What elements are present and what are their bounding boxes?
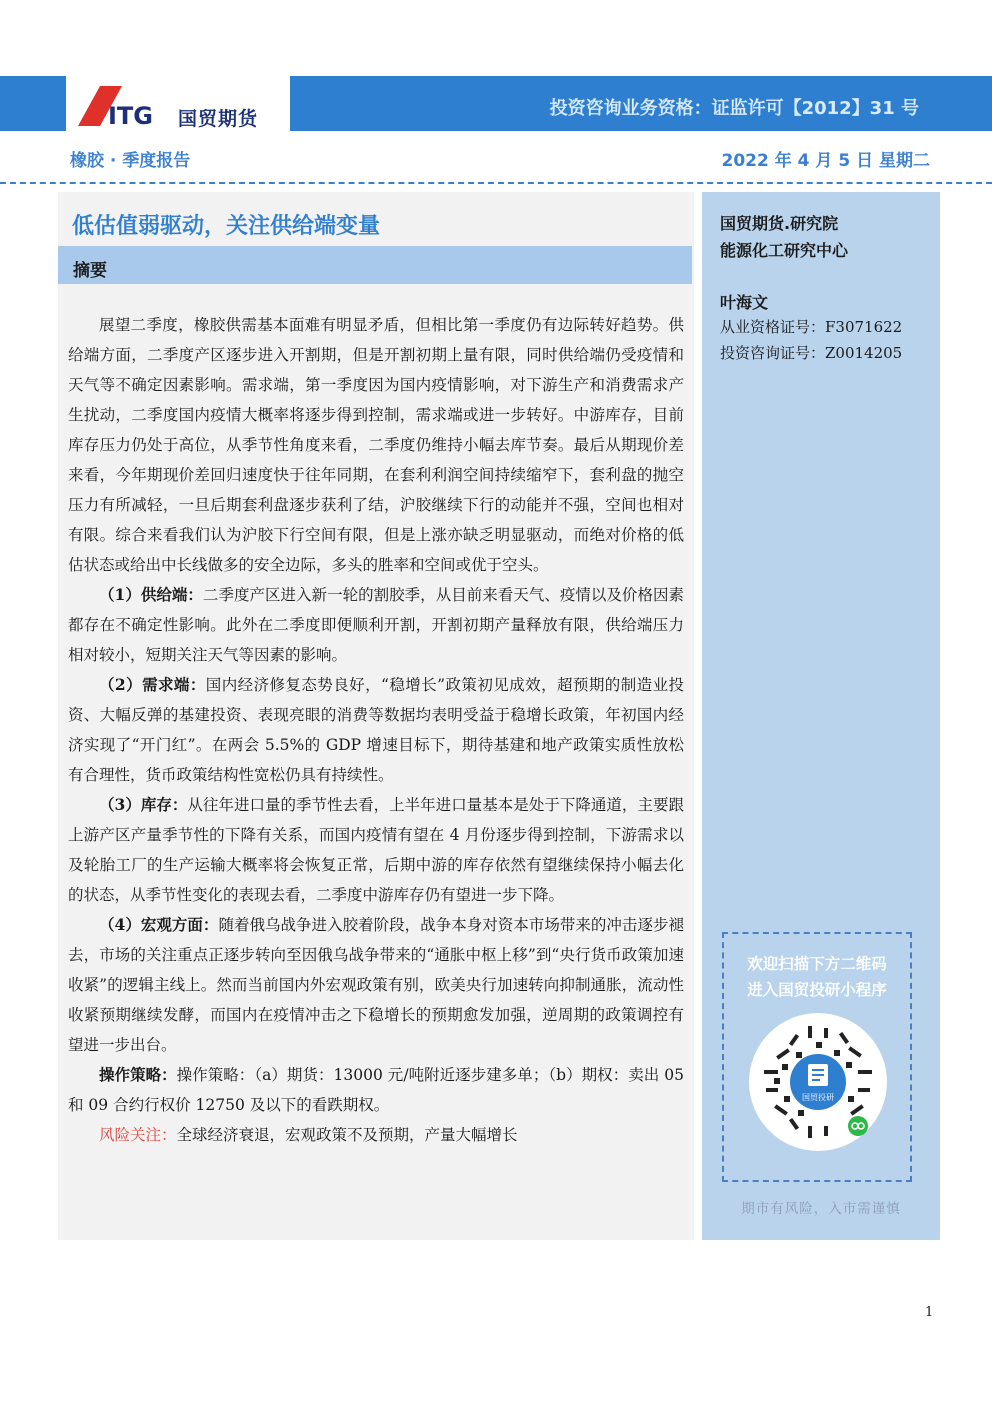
point-inventory (68, 790, 684, 910)
qr-caption-line2: 进入国贸投研小程序 (747, 981, 887, 999)
risk-disclaimer: 期市有风险，入市需谨慎 (741, 1201, 901, 1217)
point-supply (68, 580, 684, 670)
point-label: （2）需求端： (99, 675, 206, 694)
itg-logo (78, 86, 176, 128)
report-type: 橡胶 · 季度报告 (70, 151, 191, 171)
strategy-label: 操作策略： (99, 1065, 177, 1084)
point-label: （1）供给端： (99, 585, 203, 604)
strategy-text: 操作策略：（a）期货：13000 元/吨附近逐步建多单；（b）期权：卖出 05 和 09 合约行权价 12750 及以下的看跌期权。 (68, 1066, 684, 1114)
point-text: 从往年进口量的季节性去看，上半年进口量基本是处于下降通道，主要跟上游产区产量季节性的下降有关系，而国内疫情有望在 4 月份逐步得到控制，下游需求以及轮胎工厂的生产运输大概率将会恢复正常，后期中游的库存依然有望继续保持小幅去化的状态，从季节性变化的表现去看，二季度中游库存仍有望进一步下降。 (68, 796, 684, 904)
mini-program-qr-code[interactable] (748, 1012, 888, 1152)
risk-label: 风险关注： (99, 1126, 177, 1144)
header-divider (0, 182, 992, 184)
consulting-cert: 投资咨询证号：Z0014205 (720, 344, 903, 362)
org-name: 国贸期货.研究院 (720, 214, 839, 233)
risk-text: 全球经济衰退，宏观政策不及预期，产量大幅增长 (176, 1126, 518, 1144)
section-bar (58, 246, 692, 284)
logo-text: ITG (108, 102, 153, 128)
risk-paragraph (68, 1120, 684, 1150)
point-demand (68, 670, 684, 790)
author-name: 叶海文 (720, 293, 769, 312)
org-department: 能源化工研究中心 (720, 241, 849, 260)
strategy-paragraph (68, 1060, 684, 1120)
report-date: 2022 年 4 月 5 日 星期二 (721, 151, 930, 171)
point-label: （3）库存： (99, 795, 188, 814)
page-number: 1 (925, 1305, 934, 1320)
point-label: （4）宏观方面： (99, 915, 219, 934)
license-text: 投资咨询业务资格：证监许可【2012】31 号 (549, 98, 919, 119)
point-text: 随着俄乌战争进入胶着阶段，战争本身对资本市场带来的冲击逐步褪去，市场的关注重点正逐步转向至因俄乌战争带来的“通胀中枢上移”到“央行货币政策加速收紧”的逻辑主线上。然而当前国内外宏观政策有别，欧美央行加速转向抑制通胀，流动性收紧预期继续发酵，而国内在疫情冲击之下稳增长的预期愈发加强，逆周期的政策调控有望进一步出台。 (68, 916, 684, 1054)
qualification-cert: 从业资格证号：F3071622 (720, 318, 903, 336)
point-text: 二季度产区进入新一轮的割胶季，从目前来看天气、疫情以及价格因素都存在不确定性影响。此外在二季度即便顺利开割，开割初期产量释放有限，供给端压力相对较小，短期关注天气等因素的影响。 (68, 586, 684, 664)
qr-caption-line1: 欢迎扫描下方二维码 (747, 955, 887, 973)
qr-center-label: 国贸投研 (802, 1093, 834, 1102)
point-macro (68, 910, 684, 1060)
report-title: 低估值弱驱动，关注供给端变量 (72, 214, 381, 239)
summary-paragraph: 展望二季度，橡胶供需基本面难有明显矛盾，但相比第一季度仍有边际转好趋势。供给端方面，二季度产区逐步进入开割期，但是开割初期上量有限，同时供给端仍受疫情和天气等不确定因素影响。需求端，第一季度因为国内疫情影响，对下游生产和消费需求产生扰动，二季度国内疫情大概率将逐步得到控制，需求端或进一步转好。中游库存，目前库存压力仍处于高位，从季节性角度来看，二季度仍维持小幅去库节奏。最后从期现价差来看，今年期现价差回归速度快于往年同期，在套利利润空间持续缩窄下，套利盘的抛空压力有所减轻，一旦后期套利盘逐步获利了结，沪胶继续下行的动能并不强，空间也相对有限。综合来看我们认为沪胶下行空间有限，但是上涨亦缺乏明显驱动，而绝对价格的低估状态或给出中长线做多的安全边际，多头的胜率和空间或优于空头。 (68, 316, 684, 574)
report-body (68, 310, 684, 1150)
logo-cn-text: 国贸期货 (178, 108, 259, 130)
point-text: 国内经济修复态势良好，“稳增长”政策初见成效，超预期的制造业投资、大幅反弹的基建投资、表现亮眼的消费等数据均表明受益于稳增长政策，年初国内经济实现了“开门红”。在两会 5.5%的 GDP 增速目标下，期待基建和地产政策实质性放松有合理性，货币政策结构性宽松仍具有持续性。 (68, 676, 684, 784)
section-label: 摘要 (73, 261, 107, 281)
qr-promo-box (722, 932, 912, 1182)
